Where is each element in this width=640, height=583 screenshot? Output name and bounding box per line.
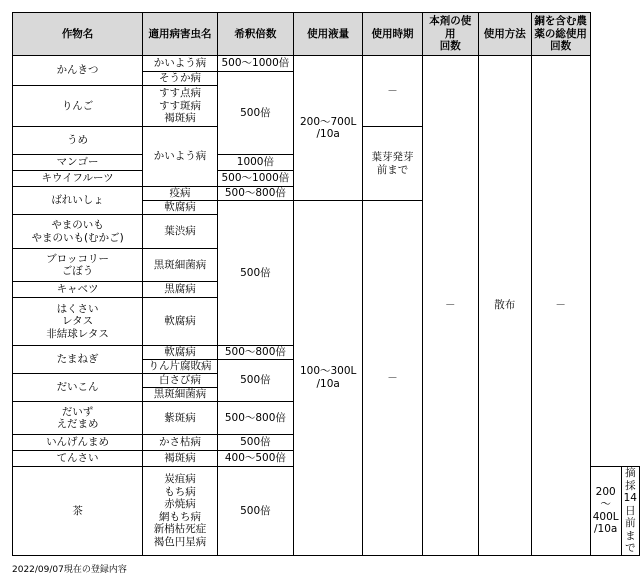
disease-cell: 黒斑細菌病: [143, 249, 218, 282]
header-copper-count: 銅を含む農 薬の総使用 回数: [531, 13, 590, 56]
copper-count-cell: －: [531, 56, 590, 556]
disease-cell: そうか病: [143, 72, 218, 86]
dilution-cell: 500～1000倍: [217, 171, 293, 187]
crop-cell: はくさい レタス 非結球レタス: [13, 298, 143, 346]
header-dilution: 希釈倍数: [217, 13, 293, 56]
timing-cell: －: [363, 56, 422, 127]
header-volume: 使用液量: [293, 13, 363, 56]
crop-cell: うめ: [13, 127, 143, 155]
dilution-cell: 500～1000倍: [217, 56, 293, 72]
crop-cell: いんげんまめ: [13, 435, 143, 451]
crop-cell: たまねぎ: [13, 346, 143, 374]
disease-cell: りん片腐敗病: [143, 360, 218, 374]
volume-cell: 200～400L /10a: [590, 467, 621, 556]
header-timing: 使用時期: [363, 13, 422, 56]
registration-table: [12, 12, 640, 556]
disease-cell: 黒斑細菌病: [143, 388, 218, 402]
disease-cell: 軟腐病: [143, 298, 218, 346]
disease-cell: 葉渋病: [143, 215, 218, 249]
disease-cell: 紫斑病: [143, 402, 218, 435]
crop-cell: ばれいしょ: [13, 187, 143, 215]
disease-cell: すす点病 すす斑病 褐斑病: [143, 86, 218, 127]
disease-cell: かいよう病: [143, 56, 218, 72]
header-row: [13, 13, 640, 56]
crop-cell: だいず えだまめ: [13, 402, 143, 435]
volume-cell: 200～700L /10a: [293, 56, 363, 201]
timing-cell: 摘採14日 前まで: [621, 467, 639, 556]
volume-cell: 100～300L /10a: [293, 201, 363, 556]
crop-cell: ブロッコリー ごぼう: [13, 249, 143, 282]
crop-cell: 茶: [13, 467, 143, 556]
disease-cell: 褐斑病: [143, 451, 218, 467]
crop-cell: だいこん: [13, 374, 143, 402]
header-use-count: 本剤の使用 回数: [422, 13, 478, 56]
dilution-cell: 500～800倍: [217, 187, 293, 201]
crop-cell: キウイフルーツ: [13, 171, 143, 187]
crop-cell: かんきつ: [13, 56, 143, 86]
crop-cell: りんご: [13, 86, 143, 127]
disease-cell: かいよう病: [143, 127, 218, 187]
dilution-cell: 500～800倍: [217, 402, 293, 435]
table-row: [13, 56, 640, 72]
dilution-cell: 500倍: [217, 360, 293, 402]
dilution-cell: 400～500倍: [217, 451, 293, 467]
disease-cell: 軟腐病: [143, 201, 218, 215]
header-disease: 適用病害虫名: [143, 13, 218, 56]
crop-cell: マンゴー: [13, 155, 143, 171]
crop-cell: キャベツ: [13, 282, 143, 298]
dilution-cell: 500倍: [217, 467, 293, 556]
method-cell: 散布: [478, 56, 531, 556]
header-crop: 作物名: [13, 13, 143, 56]
registration-date-note: 2022/09/07現在の登録内容: [12, 565, 127, 575]
dilution-cell: 1000倍: [217, 155, 293, 171]
disease-cell: 軟腐病: [143, 346, 218, 360]
crop-cell: やまのいも やまのいも(むかご): [13, 215, 143, 249]
crop-cell: てんさい: [13, 451, 143, 467]
disease-cell: 黒腐病: [143, 282, 218, 298]
timing-cell: －: [363, 201, 422, 556]
disease-cell: 白さび病: [143, 374, 218, 388]
dilution-cell: 500倍: [217, 72, 293, 155]
disease-cell: かさ枯病: [143, 435, 218, 451]
dilution-cell: 500～800倍: [217, 346, 293, 360]
registration-table-container: [12, 12, 640, 556]
disease-cell: 疫病: [143, 187, 218, 201]
header-method: 使用方法: [478, 13, 531, 56]
use-count-cell: －: [422, 56, 478, 556]
disease-cell: 炭疽病 もち病 赤焼病 網もち病 新梢枯死症 褐色円星病: [143, 467, 218, 556]
dilution-cell: 500倍: [217, 435, 293, 451]
timing-cell: 葉芽発芽 前まで: [363, 127, 422, 201]
dilution-cell: 500倍: [217, 201, 293, 346]
